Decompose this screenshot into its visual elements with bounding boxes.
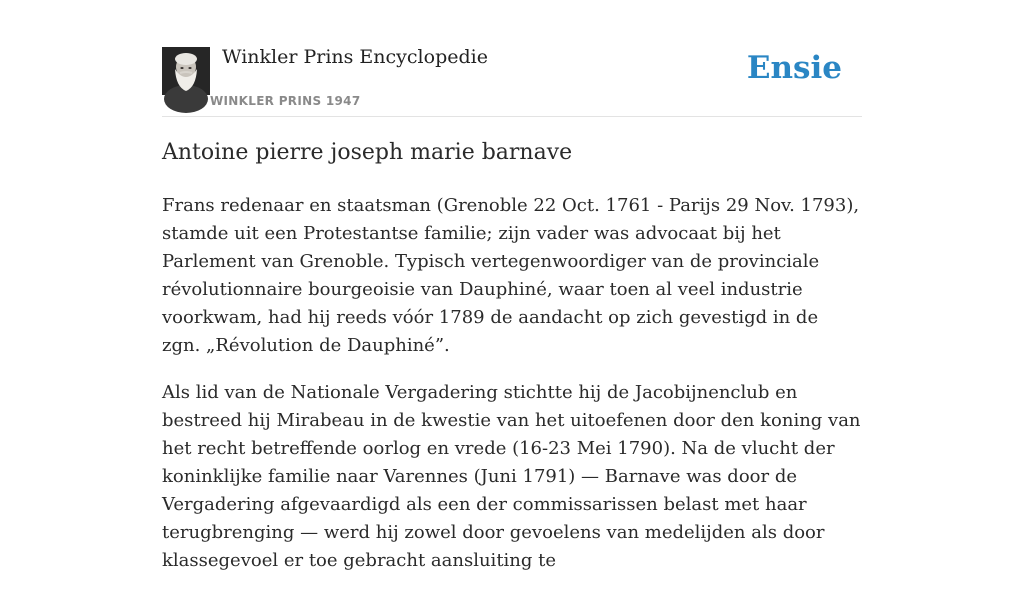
article-paragraph: Als lid van de Nationale Vergadering stichtte hij de Jacobijnenclub en bestreed hij Mirabeau in de kwestie van het uitoefenen door den koning van het recht betreffende oorlog en vrede (16-23 Mei 1790). Na de vlucht der koninklijke familie naar Varennes (Juni 1791) — Barnave was door de Vergadering afgevaardigd als een der commissarissen belast met haar terugbrenging — werd hij zowel door gevoelens van medelijden als door klassegevoel er toe gebracht aansluiting te (162, 382, 861, 571)
publication-tag[interactable]: WINKLER PRINS 1947 (210, 94, 361, 108)
article-title: Antoine pierre joseph marie barnave (162, 140, 573, 165)
header (162, 0, 862, 117)
avatar[interactable] (162, 47, 210, 95)
article-body (162, 192, 862, 594)
publisher-name[interactable]: Winkler Prins Encyclopedie (222, 46, 488, 68)
article-paragraph: Frans redenaar en staatsman (Grenoble 22 Oct. 1761 - Parijs 29 Nov. 1793), stamde uit een Protestantse familie; zijn vader was advocaat bij het Parlement van Grenoble. Typisch vertegenwoordiger van de provinciale révolutionnaire bourgeoisie van Dauphiné, waar toen al veel industrie voorkwam, had hij reeds vóór 1789 de aandacht op zich gevestigd in de zgn. „Révolution de Dauphiné”. (162, 195, 860, 356)
ensie-logo[interactable]: Ensie (746, 50, 842, 86)
bearded-man-portrait-icon (162, 47, 210, 95)
